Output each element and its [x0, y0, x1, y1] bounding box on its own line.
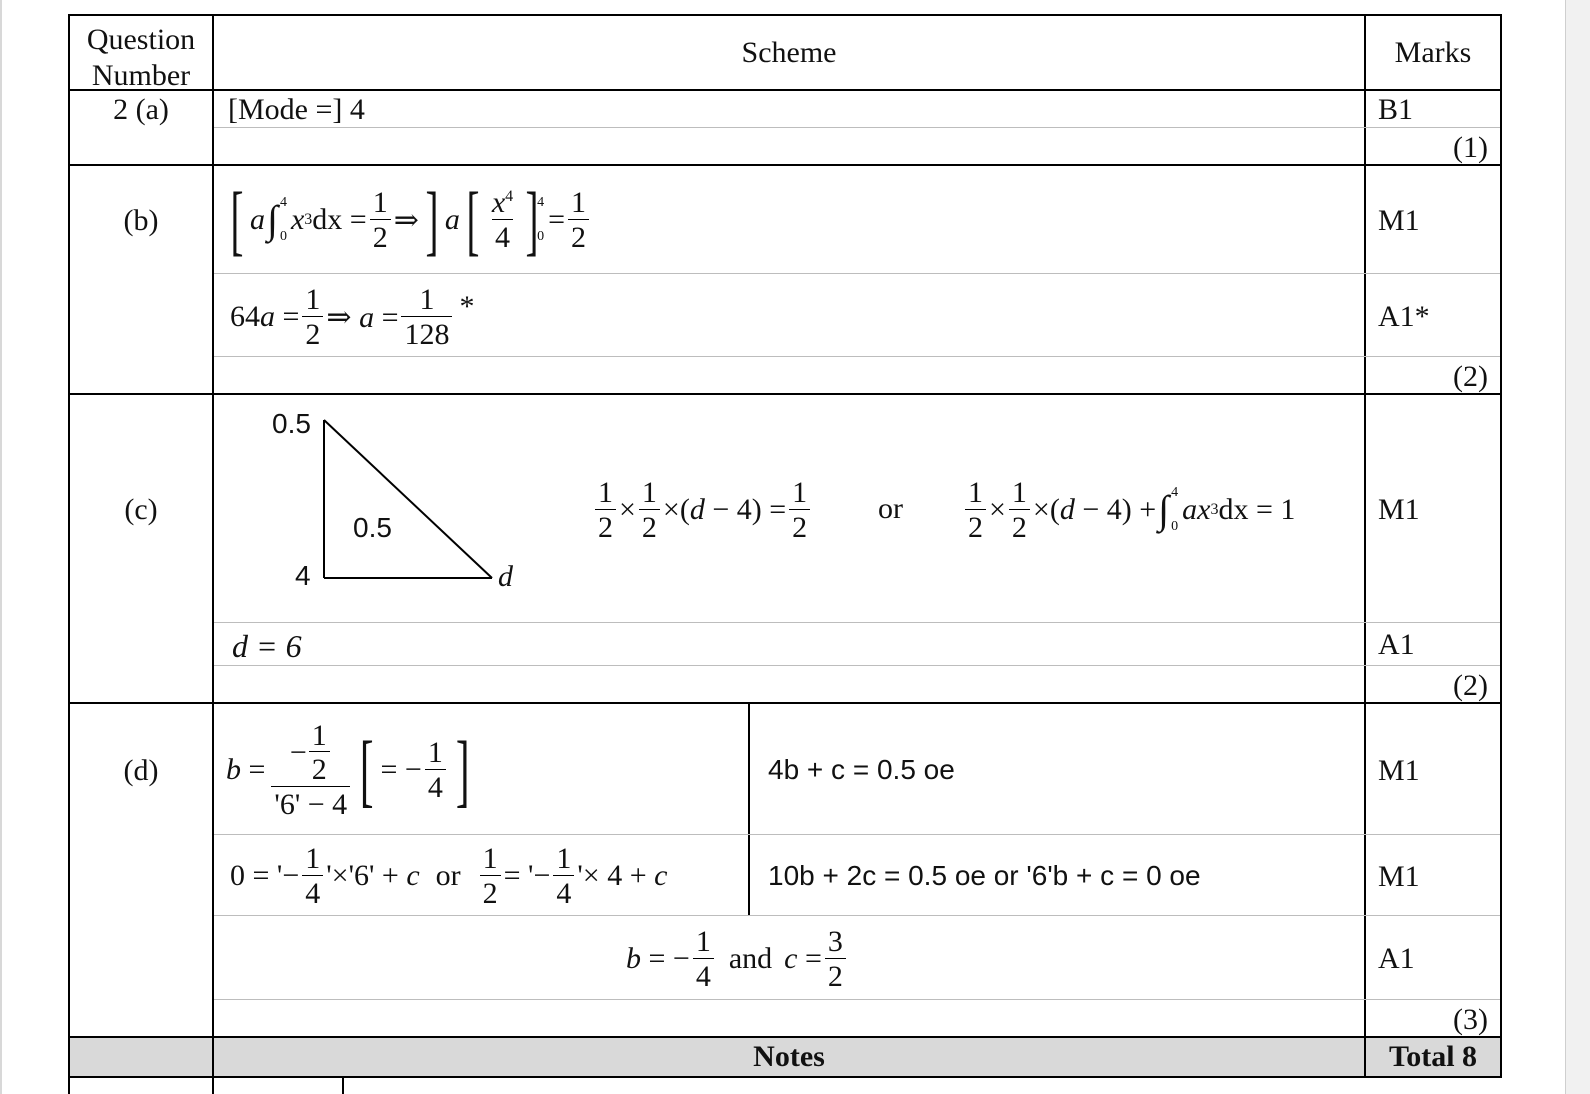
scheme-header: Scheme — [741, 36, 837, 69]
part-b-bottom-line — [68, 393, 1502, 395]
part-c-or: or — [878, 492, 903, 525]
part-b-star: * — [459, 290, 475, 323]
part-c-alt-equation: $\frac{1}{2}$ × $\frac{1}{2}$ ×(d − 4) + ∫ 4 0 ax 3 dx = 1 — [962, 472, 1295, 548]
part-d-label: (d) — [123, 754, 159, 787]
part-a-subtotal: (1) — [1453, 131, 1488, 164]
part-c-answer: d = 6 — [232, 628, 302, 664]
part-b-mark-2: A1* — [1378, 300, 1430, 333]
divider-b2 — [214, 356, 1500, 357]
column-divider-marks — [1364, 15, 1366, 1078]
part-a-answer: [Mode =] 4 — [228, 93, 365, 126]
notes-header: Notes — [753, 1040, 825, 1073]
triangle-left-label: 4 — [295, 560, 311, 591]
notes-row-bottom-line — [68, 1076, 1502, 1078]
question-number-header-line2: Number — [91, 59, 191, 92]
part-d-intercept-expression: 0 = '− $\frac{1}{4}$ '×'6' + c or $\frac{1}{2}$ = '− $\frac{1}{4}$ '× 4 + c — [230, 842, 668, 910]
page-right-margin — [1566, 0, 1590, 1094]
part-c-mark-1: M1 — [1378, 493, 1420, 526]
part-c-bottom-line — [68, 702, 1502, 704]
part-a-bottom-line — [68, 164, 1502, 166]
triangle-right-label: d — [498, 560, 513, 593]
divider-d3 — [214, 999, 1500, 1000]
header-bottom-line — [68, 89, 1502, 91]
part-d-and: and — [728, 942, 773, 975]
divider-c1 — [214, 622, 1500, 623]
triangle-area-label: 0.5 — [353, 512, 392, 543]
part-c-label: (c) — [124, 493, 158, 526]
question-number-header — [70, 22, 212, 94]
part-c-mark-2: A1 — [1378, 628, 1415, 661]
total-marks: Total 8 — [1388, 1040, 1478, 1073]
divider-a1 — [214, 127, 1500, 128]
part-a-label: 2 (a) — [113, 93, 169, 126]
column-divider-notes — [342, 1076, 344, 1094]
part-b-integral-expression: [ a ∫ 4 0 x 3 dx = $\frac{1}{2}$ ⇒ ] a [ $\frac{x^4}{4}$ ] 4 0 = $\frac{1}{2}$ — [224, 170, 592, 270]
part-d-subtotal: (3) — [1453, 1003, 1488, 1036]
part-c-subtotal: (2) — [1453, 669, 1488, 702]
part-d-gradient-expression: b = − $\frac{1}{2}$ '6' − 4 [ = − $\frac{1}{4}$ ] — [226, 718, 470, 821]
part-d-mark-1: M1 — [1378, 754, 1420, 787]
part-d-bottom-line — [68, 1036, 1502, 1038]
part-d-or: or — [435, 859, 461, 892]
part-d-mark-3: A1 — [1378, 942, 1415, 975]
part-b-subtotal: (2) — [1453, 360, 1488, 393]
table-border-top — [68, 14, 1502, 16]
divider-b1 — [214, 273, 1500, 274]
part-b-solve-expression: 64a = $\frac{1}{2}$ ⇒ a = $\frac{1}{128}$ * — [230, 283, 475, 351]
part-b-label: (b) — [123, 204, 159, 237]
divider-d2 — [214, 915, 1500, 916]
marks-header: Marks — [1394, 36, 1472, 69]
part-d-right-2: 10b + 2c = 0.5 oe or '6'b + c = 0 oe — [768, 860, 1201, 891]
column-divider-d-inner — [748, 703, 750, 915]
table-border-left — [68, 15, 70, 1094]
divider-c2 — [214, 665, 1500, 666]
part-a-mark: B1 — [1378, 93, 1414, 126]
part-c-area-equation: $\frac{1}{2}$ × $\frac{1}{2}$ ×(d − 4) = $\frac{1}{2}$ — [592, 472, 813, 548]
column-divider-scheme — [212, 15, 214, 1094]
question-number-header-line1: Question — [86, 23, 196, 56]
triangle-top-label: 0.5 — [272, 408, 311, 439]
divider-d1 — [214, 834, 1500, 835]
part-b-mark-1: M1 — [1378, 204, 1420, 237]
table-border-right — [1500, 15, 1502, 1078]
part-d-right-1: 4b + c = 0.5 oe — [768, 754, 955, 785]
triangle-hypotenuse — [324, 420, 492, 578]
part-d-mark-2: M1 — [1378, 860, 1420, 893]
page-left-edge — [0, 0, 2, 1094]
part-d-final-answer: b = − $\frac{1}{4}$ and c = $\frac{3}{2}$ — [626, 922, 849, 996]
